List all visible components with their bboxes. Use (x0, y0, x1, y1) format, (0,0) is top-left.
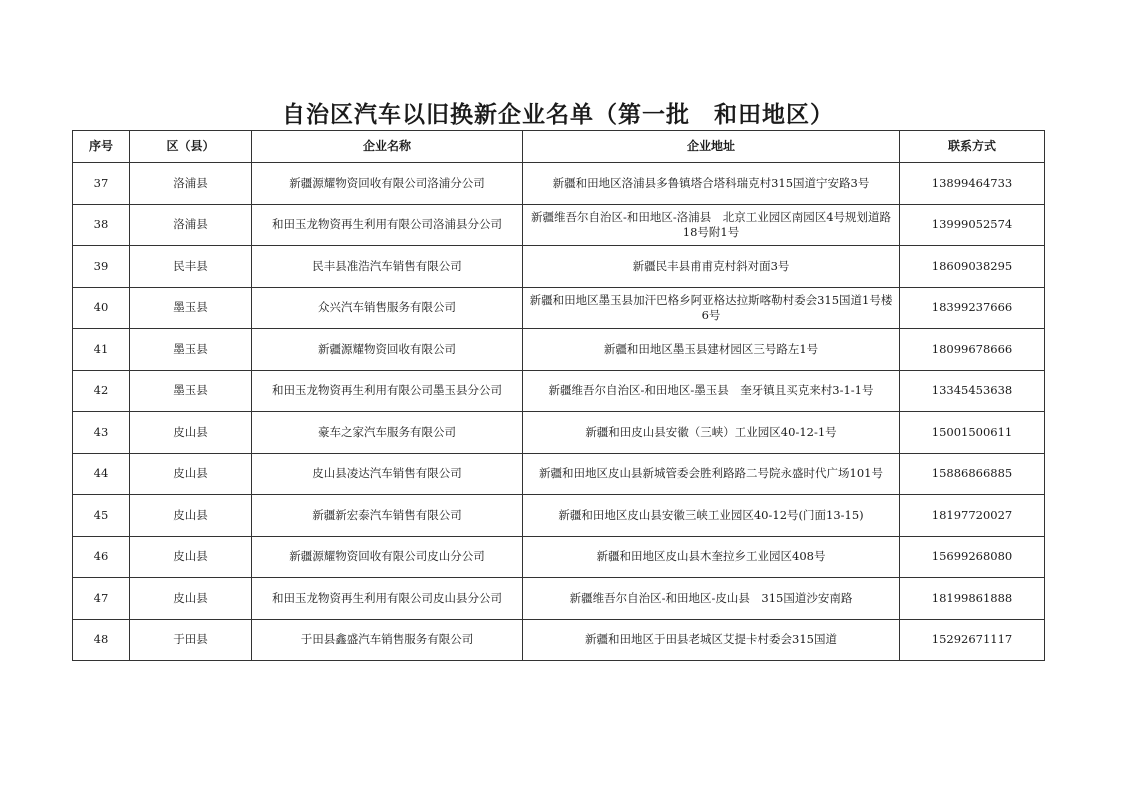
cell-contact: 15699268080 (900, 536, 1045, 578)
cell-enterprise-name: 和田玉龙物资再生利用有限公司洛浦县分公司 (252, 204, 523, 246)
cell-enterprise-name: 于田县鑫盛汽车销售服务有限公司 (252, 619, 523, 661)
cell-county: 墨玉县 (130, 370, 252, 412)
cell-enterprise-address: 新疆和田地区皮山县新城管委会胜利路路二号院永盛时代广场101号 (523, 453, 900, 495)
cell-county: 皮山县 (130, 578, 252, 620)
cell-enterprise-name: 豪车之家汽车服务有限公司 (252, 412, 523, 454)
table-row (73, 329, 1045, 371)
table-row (73, 204, 1045, 246)
cell-serial-number: 43 (73, 412, 130, 454)
table-row (73, 287, 1045, 329)
cell-enterprise-address: 新疆和田皮山县安徽（三峡）工业园区40-12-1号 (523, 412, 900, 454)
cell-enterprise-name: 皮山县凌达汽车销售有限公司 (252, 453, 523, 495)
cell-enterprise-name: 民丰县准浩汽车销售有限公司 (252, 246, 523, 288)
table-row (73, 536, 1045, 578)
cell-enterprise-address: 新疆民丰县甫甫克村斜对面3号 (523, 246, 900, 288)
cell-enterprise-address: 新疆和田地区于田县老城区艾提卡村委会315国道 (523, 619, 900, 661)
cell-serial-number: 38 (73, 204, 130, 246)
table-row (73, 246, 1045, 288)
table-row (73, 412, 1045, 454)
cell-county: 民丰县 (130, 246, 252, 288)
cell-enterprise-address: 新疆维吾尔自治区-和田地区-洛浦县 北京工业园区南园区4号规划道路18号附1号 (523, 204, 900, 246)
table-row (73, 619, 1045, 661)
cell-contact: 18609038295 (900, 246, 1045, 288)
header-county: 区（县） (130, 131, 252, 163)
cell-serial-number: 39 (73, 246, 130, 288)
cell-county: 洛浦县 (130, 204, 252, 246)
cell-serial-number: 42 (73, 370, 130, 412)
table-header-row (73, 131, 1045, 163)
cell-contact: 15886866885 (900, 453, 1045, 495)
table-row (73, 578, 1045, 620)
cell-county: 洛浦县 (130, 163, 252, 205)
header-enterprise-name: 企业名称 (252, 131, 523, 163)
cell-enterprise-name: 新疆源耀物资回收有限公司皮山分公司 (252, 536, 523, 578)
cell-enterprise-address: 新疆和田地区洛浦县多鲁镇塔合塔科瑞克村315国道宁安路3号 (523, 163, 900, 205)
header-contact: 联系方式 (900, 131, 1045, 163)
cell-enterprise-name: 和田玉龙物资再生利用有限公司墨玉县分公司 (252, 370, 523, 412)
enterprise-table (72, 130, 1045, 661)
header-enterprise-address: 企业地址 (523, 131, 900, 163)
cell-contact: 18197720027 (900, 495, 1045, 537)
cell-enterprise-name: 众兴汽车销售服务有限公司 (252, 287, 523, 329)
cell-contact: 15001500611 (900, 412, 1045, 454)
cell-enterprise-name: 新疆新宏泰汽车销售有限公司 (252, 495, 523, 537)
cell-serial-number: 46 (73, 536, 130, 578)
cell-contact: 18399237666 (900, 287, 1045, 329)
table-row (73, 453, 1045, 495)
cell-county: 墨玉县 (130, 329, 252, 371)
cell-county: 于田县 (130, 619, 252, 661)
header-serial-number: 序号 (73, 131, 130, 163)
cell-enterprise-address: 新疆维吾尔自治区-和田地区-墨玉县 奎牙镇且买克来村3-1-1号 (523, 370, 900, 412)
cell-enterprise-address: 新疆和田地区皮山县安徽三峡工业园区40-12号(门面13-15) (523, 495, 900, 537)
table-row (73, 163, 1045, 205)
cell-contact: 18099678666 (900, 329, 1045, 371)
cell-enterprise-address: 新疆和田地区墨玉县建材园区三号路左1号 (523, 329, 900, 371)
cell-county: 皮山县 (130, 536, 252, 578)
table-body (73, 163, 1045, 661)
cell-contact: 18199861888 (900, 578, 1045, 620)
cell-serial-number: 37 (73, 163, 130, 205)
cell-enterprise-name: 新疆源耀物资回收有限公司 (252, 329, 523, 371)
cell-serial-number: 41 (73, 329, 130, 371)
cell-enterprise-address: 新疆维吾尔自治区-和田地区-皮山县 315国道沙安南路 (523, 578, 900, 620)
cell-enterprise-address: 新疆和田地区皮山县木奎拉乡工业园区408号 (523, 536, 900, 578)
cell-serial-number: 40 (73, 287, 130, 329)
page-title: 自治区汽车以旧换新企业名单（第一批 和田地区） (282, 102, 834, 128)
table-row (73, 495, 1045, 537)
cell-county: 皮山县 (130, 453, 252, 495)
cell-enterprise-name: 和田玉龙物资再生利用有限公司皮山县分公司 (252, 578, 523, 620)
cell-serial-number: 44 (73, 453, 130, 495)
cell-county: 皮山县 (130, 495, 252, 537)
cell-contact: 13999052574 (900, 204, 1045, 246)
table-row (73, 370, 1045, 412)
cell-serial-number: 47 (73, 578, 130, 620)
cell-contact: 15292671117 (900, 619, 1045, 661)
cell-serial-number: 45 (73, 495, 130, 537)
cell-county: 墨玉县 (130, 287, 252, 329)
cell-enterprise-address: 新疆和田地区墨玉县加汗巴格乡阿亚格达拉斯喀勒村委会315国道1号楼6号 (523, 287, 900, 329)
cell-contact: 13345453638 (900, 370, 1045, 412)
cell-county: 皮山县 (130, 412, 252, 454)
cell-contact: 13899464733 (900, 163, 1045, 205)
cell-serial-number: 48 (73, 619, 130, 661)
cell-enterprise-name: 新疆源耀物资回收有限公司洛浦分公司 (252, 163, 523, 205)
